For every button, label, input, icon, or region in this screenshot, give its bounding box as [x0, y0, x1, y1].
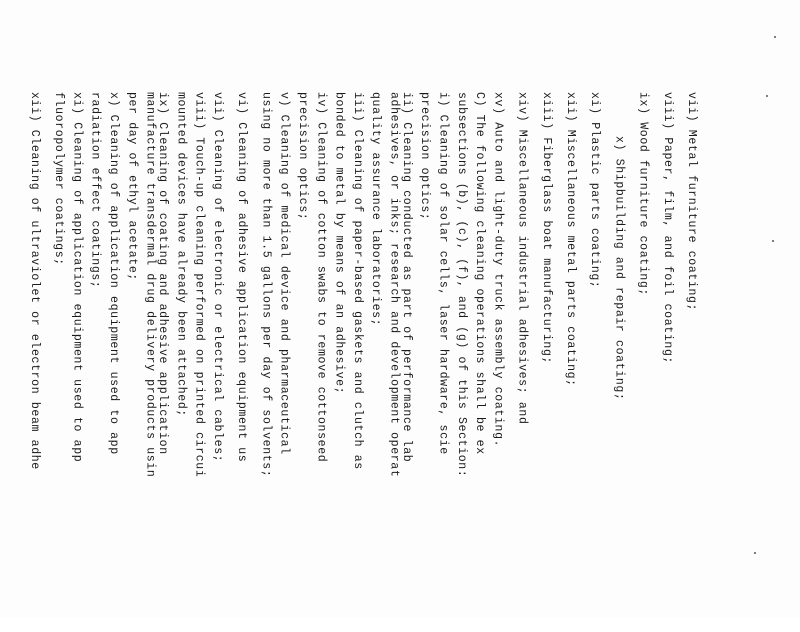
text-line: i) Cleaning of solar cells, laser hardware, scie: [436, 92, 450, 455]
text-line: xiii) Fiberglass boat manufacturing;: [539, 92, 553, 365]
text-line: xi) Cleaning of application equipment used to app: [70, 92, 84, 463]
scan-speck: [754, 552, 756, 554]
text-line: x) Cleaning of application equipment used to app: [107, 92, 121, 455]
text-line: bonded to metal by means of an adhesive;: [332, 92, 346, 395]
text-line: fluoropolymer coatings;: [52, 92, 66, 266]
text-line: mounted devices have already been attached;: [174, 92, 188, 417]
scan-speck: [774, 36, 776, 38]
text-line: xii) Miscellaneous metal parts coating;: [563, 92, 577, 387]
text-line: manufacture transdermal drug delivery products usin: [143, 92, 157, 478]
text-line: xv) Auto and light-duty truck assembly coating.: [491, 92, 505, 448]
text-line: xi) Plastic parts coating;: [588, 92, 602, 289]
text-line: iv) Cleaning of cotton swabs to remove cottonseed: [314, 92, 328, 463]
text-line: subsections (b), (c), (f), and (g) of this Section:: [454, 92, 468, 478]
text-line: vii) Metal furniture coating;: [685, 92, 698, 312]
text-line: xiv) Miscellaneous industrial adhesives; and: [515, 92, 529, 425]
text-line: x) Shipbuilding and repair coating;: [612, 136, 626, 401]
text-line: quality assurance laboratories;: [369, 92, 383, 327]
rotated-text-block: [27, 92, 703, 632]
text-line: ix) Wood furniture coating;: [636, 92, 650, 297]
text-line: vi) Cleaning of adhesive application equipment us: [235, 92, 249, 463]
text-line: adhesives, or inks; research and development operat: [387, 92, 401, 478]
text-line: iii) Cleaning of paper-based gaskets and clutch as: [350, 92, 364, 470]
text-line: viii) Paper, film, and foil coating;: [660, 92, 674, 365]
text-line: xii) Cleaning of ultraviolet or electron beam adhe: [27, 92, 41, 470]
text-line: ix) Cleaning of coating and adhesive application: [156, 92, 170, 455]
text-line: precision optics;: [418, 92, 432, 221]
scan-speck: [766, 95, 768, 97]
text-line: radiation effect coatings;: [88, 92, 102, 289]
text-line: v) Cleaning of medical device and pharmaceutical: [277, 92, 291, 455]
text-line: using no more than 1.5 gallons per day of solvents;: [259, 92, 273, 478]
text-line: precision optics;: [295, 92, 309, 221]
text-line: vii) Cleaning of electronic or electrical cables;: [210, 92, 224, 463]
scan-speck: [772, 240, 774, 242]
text-line: ii) Cleaning conducted as part of performance lab: [399, 92, 413, 463]
text-line: C) The following cleaning operations shall be ex: [473, 92, 487, 455]
text-line: per day of ethyl acetate;: [125, 92, 139, 281]
text-line: viii) Touch-up cleaning performed on printed circui: [192, 92, 206, 478]
